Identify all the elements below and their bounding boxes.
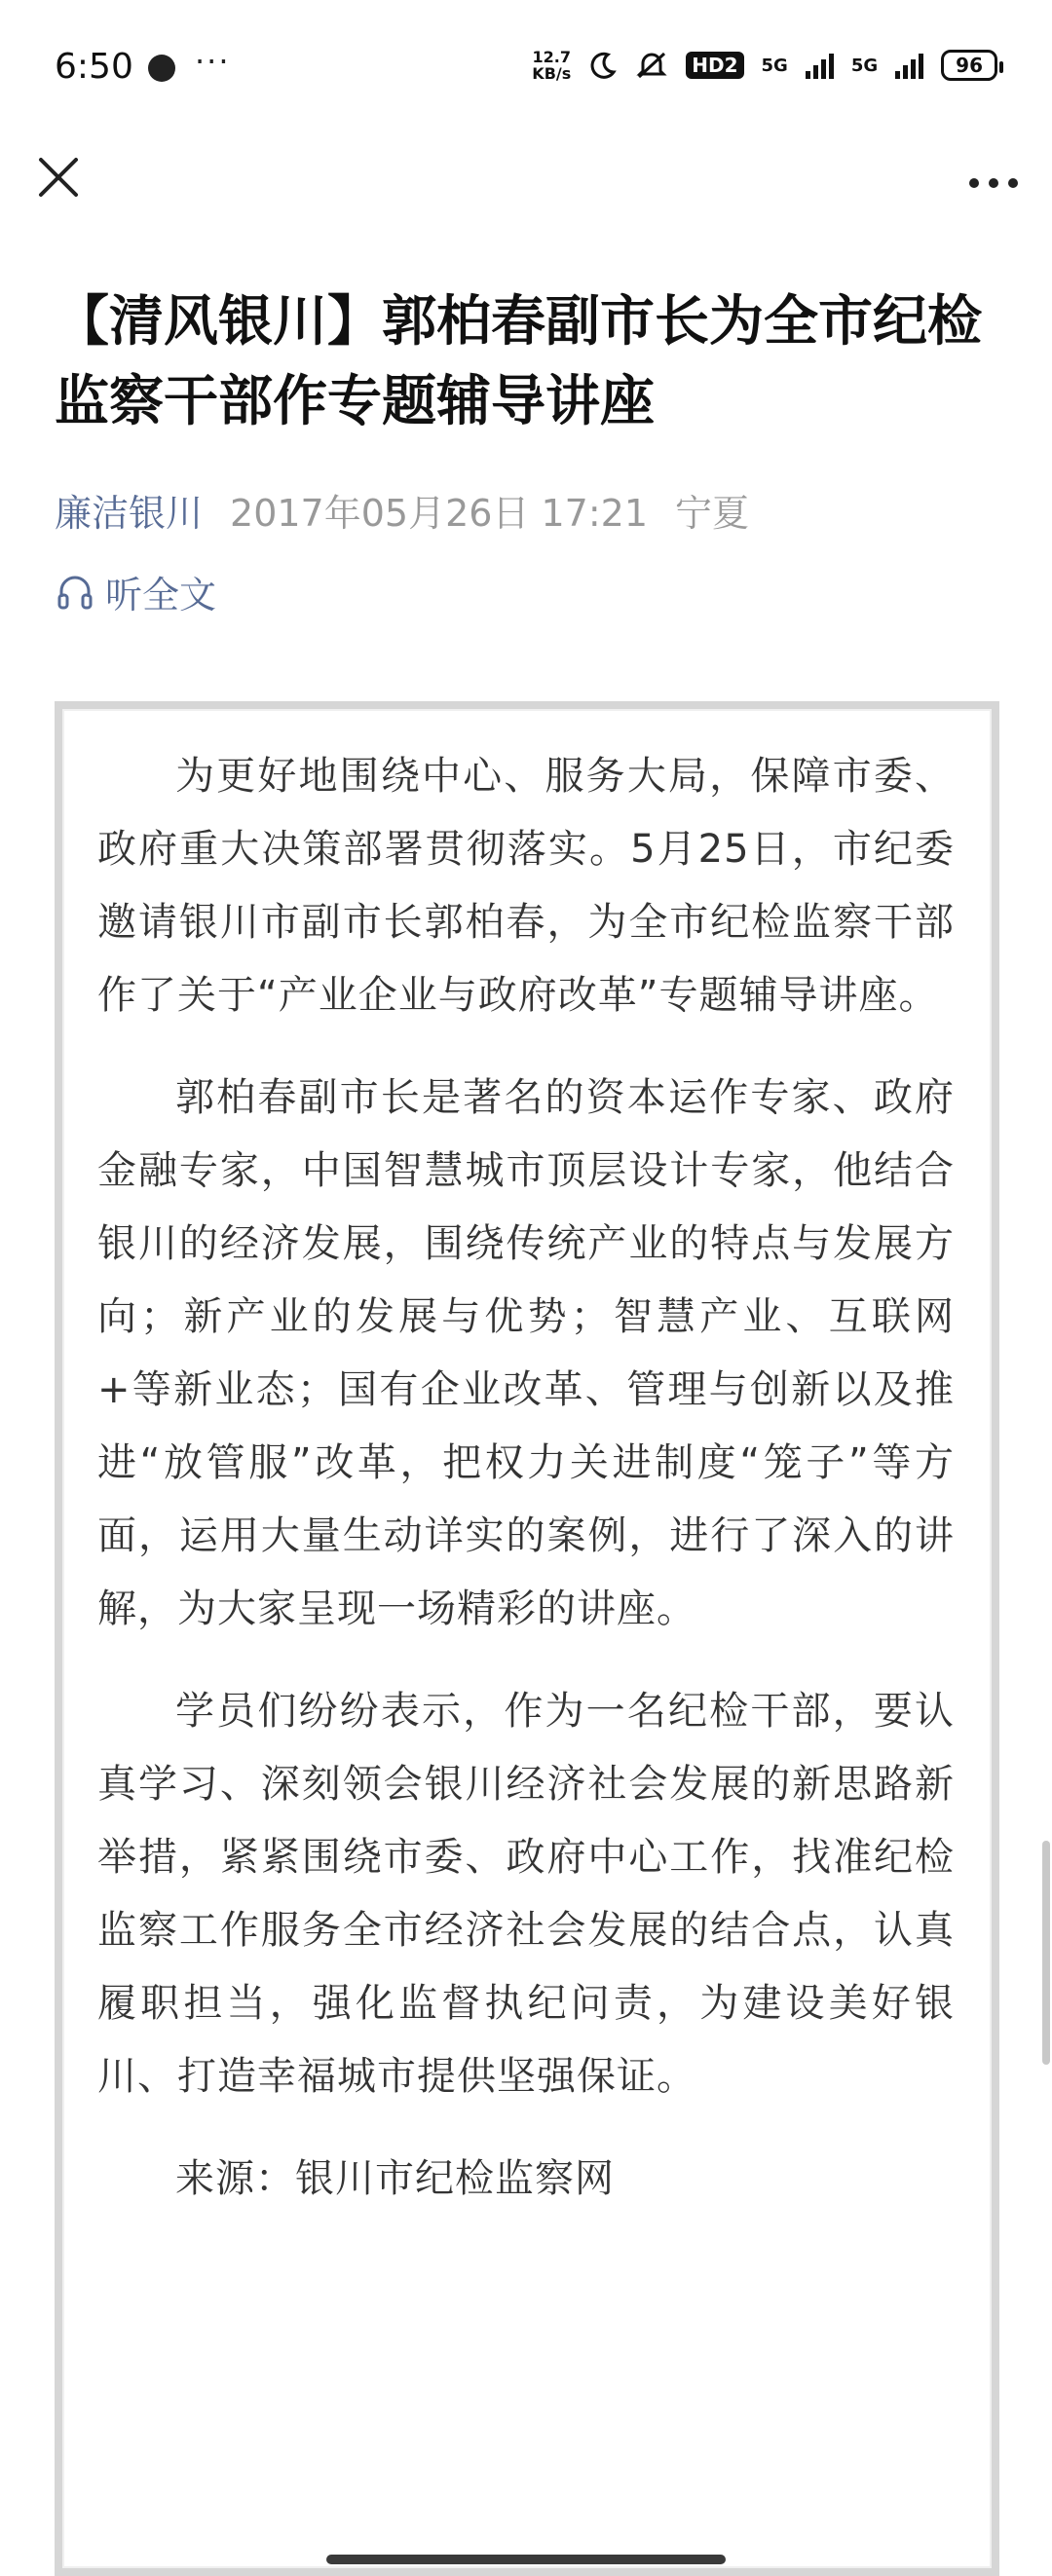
status-icons: [532, 49, 997, 82]
network-type-2: 5G: [850, 55, 879, 76]
status-time: 6:50: [55, 47, 133, 87]
listen-label: 听全文: [105, 574, 217, 616]
publish-date: 2017年05月26日 17:21: [230, 492, 649, 535]
headphones-icon: [55, 572, 95, 613]
battery-icon: 96: [941, 50, 997, 81]
status-bar: [0, 0, 1052, 136]
mute-icon: [635, 50, 668, 81]
network-speed-value: 12.7: [532, 48, 572, 66]
moon-icon: [588, 51, 618, 80]
more-notifications-icon: ···: [195, 43, 231, 80]
article-title: 【清风银川】郭柏春副市长为全市纪检监察干部作专题辅导讲座: [55, 290, 982, 433]
publish-region: 宁夏: [675, 492, 750, 535]
network-speed-unit: KB/s: [532, 64, 572, 83]
home-indicator[interactable]: [326, 2555, 726, 2564]
signal-icon-1: [806, 52, 834, 79]
network-speed: [532, 49, 571, 82]
paragraph-1: 为更好地围绕中心、服务大局，保障市委、政府重大决策部署贯彻落实。5月25日，市纪委邀请银川市副市长郭柏春，为全市纪检监察干部作了关于“产业企业与政府改革”专题辅导讲座。: [97, 754, 955, 1018]
close-icon[interactable]: [29, 148, 88, 206]
source-line: 来源：银川市纪检监察网: [175, 2156, 615, 2201]
scrollbar[interactable]: [1042, 1841, 1050, 2065]
paragraph-3: 学员们纷纷表示，作为一名纪检干部，要认真学习、深刻领会银川经济社会发展的新思路新举措，紧紧围绕市委、政府中心工作，找准纪检监察工作服务全市经济社会发展的结合点，认真履职担当，强化监督执纪问责，为建设美好银川、打造幸福城市提供坚强保证。: [97, 1689, 955, 2099]
network-type-1: 5G: [761, 55, 788, 76]
hd-badge: HD2: [686, 52, 743, 79]
signal-icon-2: [895, 52, 923, 79]
paragraph-2: 郭柏春副市长是著名的资本运作专家、政府金融专家，中国智慧城市顶层设计专家，他结合银川的经济发展，围绕传统产业的特点与发展方向；新产业的发展与优势；智慧产业、互联网+等新业态；国有企业改革、管理与创新以及推进“放管服”改革，把权力关进制度“笼子”等方面，运用大量生动详实的案例，进行了深入的讲解，为大家呈现一场精彩的讲座。: [97, 1075, 955, 1631]
article-meta: [55, 483, 749, 537]
top-navigation-bar: [0, 136, 1052, 243]
notification-dot-icon: [148, 55, 175, 82]
account-name-link[interactable]: 廉洁银川: [55, 492, 204, 535]
article-body: [97, 740, 955, 2245]
more-options-icon[interactable]: [962, 148, 1025, 206]
listen-full-text-button[interactable]: [55, 565, 216, 618]
